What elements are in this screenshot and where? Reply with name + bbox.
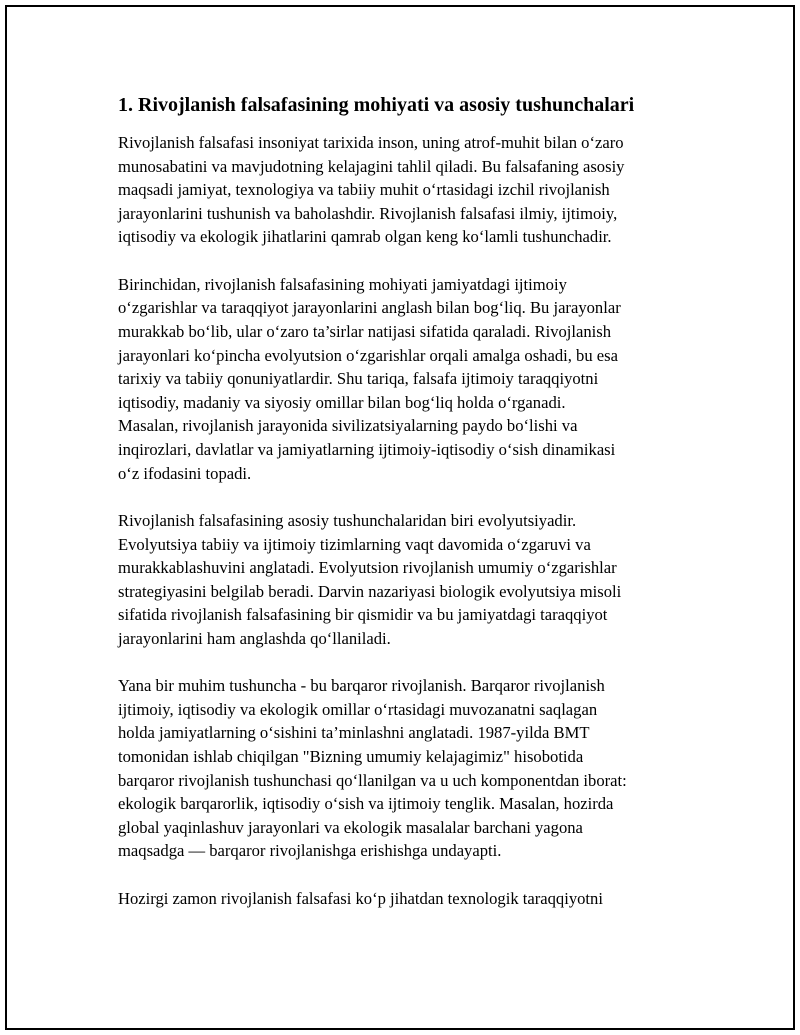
paragraph-line: Masalan, rivojlanish jarayonida sivilizatsiyalarning paydo bo‘lishi va bbox=[118, 416, 578, 436]
paragraph bbox=[118, 273, 698, 485]
paragraph-line: barqaror rivojlanish tushunchasi qo‘llanilgan va u uch komponentdan iborat: bbox=[118, 770, 627, 790]
paragraph-line: o‘z ifodasini topadi. bbox=[118, 463, 252, 483]
paragraph bbox=[118, 131, 698, 249]
paragraph-line: murakkablashuvini anglatadi. Evolyutsion rivojlanish umumiy o‘zgarishlar bbox=[118, 558, 617, 578]
paragraph bbox=[118, 887, 698, 911]
paragraph-line: sifatida rivojlanish falsafasining bir qismidir va bu jamiyatdagi taraqqiyot bbox=[118, 605, 608, 625]
section-heading: 1. Rivojlanish falsafasining mohiyati va asosiy tushunchalari bbox=[118, 94, 635, 116]
document-page bbox=[5, 5, 795, 1030]
paragraph-list bbox=[118, 131, 698, 910]
paragraph-line: ekologik barqarorlik, iqtisodiy o‘sish va ijtimoiy tenglik. Masalan, hozirda bbox=[118, 794, 614, 814]
paragraph-line: Rivojlanish falsafasi insoniyat tarixida inson, uning atrof-muhit bilan o‘zaro bbox=[118, 133, 624, 152]
paragraph-line: Birinchidan, rivojlanish falsafasining mohiyati jamiyatdagi ijtimoiy bbox=[118, 274, 567, 294]
paragraph-line: maqsadga — barqaror rivojlanishga erishishga undayapti. bbox=[118, 841, 502, 861]
paragraph-line: tomonidan ishlab chiqilgan "Bizning umumiy kelajagimiz" hisobotida bbox=[118, 747, 584, 767]
paragraph-line: o‘zgarishlar va taraqqiyot jarayonlarini anglash bilan bog‘liq. Bu jarayonlar bbox=[118, 298, 621, 318]
paragraph-line: Rivojlanish falsafasining asosiy tushunchalaridan biri evolyutsiyadir. bbox=[118, 510, 577, 530]
paragraph bbox=[118, 509, 698, 651]
paragraph-line: Evolyutsiya tabiiy va ijtimoiy tizimlarning vaqt davomida o‘zgaruvi va bbox=[118, 534, 591, 554]
paragraph-line: iqtisodiy va ekologik jihatlarini qamrab olgan keng ko‘lamli tushunchadir. bbox=[118, 227, 612, 247]
paragraph-line: jarayonlarini ham anglashda qo‘llaniladi. bbox=[118, 628, 391, 648]
paragraph-line: munosabatini va mavjudotning kelajagini tahlil qiladi. Bu falsafaning asosiy bbox=[118, 156, 625, 176]
paragraph-line: Hozirgi zamon rivojlanish falsafasi ko‘p jihatdan texnologik taraqqiyotni bbox=[118, 888, 603, 908]
paragraph-line: tarixiy va tabiiy qonuniyatlardir. Shu tariqa, falsafa ijtimoiy taraqqiyotni bbox=[118, 369, 599, 389]
paragraph bbox=[118, 674, 698, 863]
paragraph-line: Yana bir muhim tushuncha - bu barqaror rivojlanish. Barqaror rivojlanish bbox=[118, 676, 605, 696]
paragraph-line: inqirozlari, davlatlar va jamiyatlarning ijtimoiy-iqtisodiy o‘sish dinamikasi bbox=[118, 439, 616, 459]
document-body bbox=[118, 93, 698, 934]
paragraph-line: strategiyasini belgilab beradi. Darvin nazariyasi biologik evolyutsiya misoli bbox=[118, 581, 622, 601]
paragraph-line: murakkab bo‘lib, ular o‘zaro ta’sirlar natijasi sifatida qaraladi. Rivojlanish bbox=[118, 321, 612, 341]
paragraph-line: jarayonlarini tushunish va baholashdir. Rivojlanish falsafasi ilmiy, ijtimoiy, bbox=[118, 203, 618, 223]
paragraph-line: jarayonlari ko‘pincha evolyutsion o‘zgarishlar orqali amalga oshadi, bu esa bbox=[118, 345, 618, 365]
paragraph-line: maqsadi jamiyat, texnologiya va tabiiy muhit o‘rtasidagi izchil rivojlanish bbox=[118, 180, 610, 200]
paragraph-line: global yaqinlashuv jarayonlari va ekologik masalalar barchani yagona bbox=[118, 817, 583, 837]
paragraph-line: holda jamiyatlarning o‘sishini ta’minlashni anglatadi. 1987-yilda BMT bbox=[118, 723, 590, 743]
paragraph-line: iqtisodiy, madaniy va siyosiy omillar bilan bog‘liq holda o‘rganadi. bbox=[118, 392, 566, 412]
paragraph-line: ijtimoiy, iqtisodiy va ekologik omillar o‘rtasidagi muvozanatni saqlagan bbox=[118, 699, 598, 719]
